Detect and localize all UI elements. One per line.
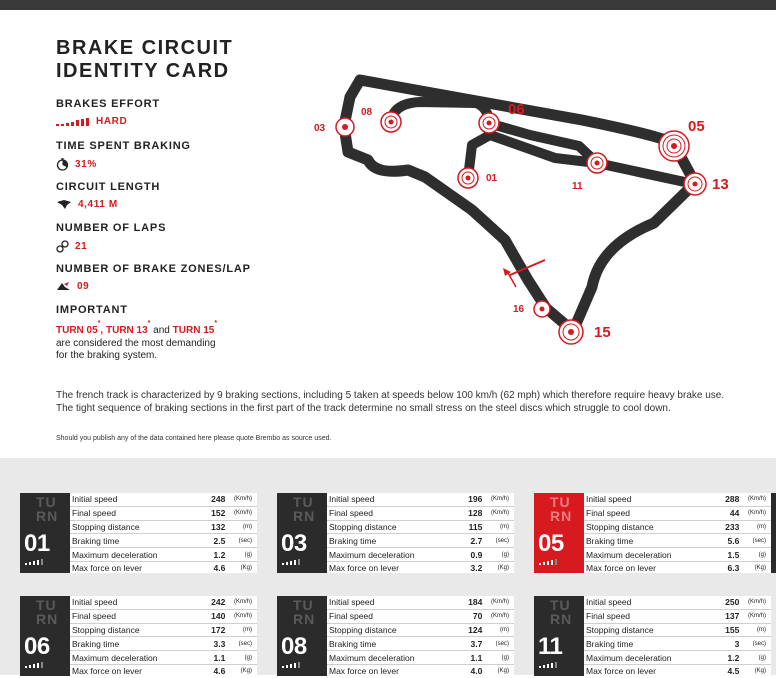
circuit-length-value: 4,411 M (78, 199, 118, 210)
stat-value: 44 (711, 506, 740, 520)
stat-value: 124 (454, 623, 483, 637)
label-11: 11 (572, 181, 583, 192)
turn-watermark: TURN (293, 597, 316, 627)
stat-row (327, 637, 514, 651)
stat-label: Maximum deceleration (327, 548, 454, 562)
stat-label: Final speed (70, 609, 197, 623)
stat-label: Max force on lever (72, 666, 142, 677)
stat-value: 140 (197, 609, 226, 623)
stat-label: Initial speed (584, 493, 711, 506)
laps-label: NUMBER OF LAPS (56, 222, 167, 234)
stat-label: Final speed (70, 506, 197, 520)
label-01: 01 (486, 173, 498, 184)
circuit-map (300, 65, 750, 365)
stat-row (327, 651, 514, 665)
stat-row (70, 623, 257, 637)
stat-row (70, 506, 257, 520)
stat-value: 3.7 (454, 637, 483, 651)
stat-value: 3 (711, 637, 740, 651)
stat-label: Braking time (584, 534, 711, 548)
stat-row (584, 493, 771, 506)
laps-loop-icon (56, 240, 69, 253)
stat-row (584, 623, 771, 637)
stat-label: Initial speed (70, 596, 197, 609)
label-15: 15 (594, 324, 611, 341)
turn-stats-table (70, 596, 257, 678)
stat-row (70, 637, 257, 651)
important-turn-a: TURN 05 (56, 325, 98, 336)
stat-unit: (sec) (739, 534, 771, 548)
stat-label: Initial speed (584, 596, 711, 609)
brake-zones-section (56, 263, 251, 292)
turn-watermark: TURN (550, 494, 573, 524)
stat-value: 2.7 (454, 534, 483, 548)
stat-row (584, 596, 771, 609)
stat-value: 155 (711, 623, 740, 637)
effort-mini-icon (282, 559, 304, 565)
important-line-2: are considered the most demanding (56, 338, 216, 349)
stat-unit: (sec) (225, 637, 257, 651)
stat-row (70, 664, 257, 677)
stat-unit: (sec) (739, 637, 771, 651)
time-braking-value: 31% (75, 159, 97, 170)
stat-unit: (Km/h) (482, 609, 514, 623)
description-2: The tight sequence of braking sections in the first part of the track determine no small stress on the steel discs which struggle to cool down. (56, 403, 671, 414)
label-05: 05 (688, 118, 705, 135)
effort-mini-icon (539, 559, 561, 565)
turn-watermark: TURN (36, 494, 59, 524)
stat-unit: (Km/h) (225, 506, 257, 520)
stat-unit: (Kg) (497, 565, 509, 572)
turn-stats-table (584, 596, 771, 678)
stat-label: Final speed (584, 506, 711, 520)
stat-value: 248 (197, 493, 226, 506)
stat-value: 1.5 (711, 548, 740, 562)
brake-zone-icon (56, 281, 71, 292)
brake-zones-label: NUMBER OF BRAKE ZONES/LAP (56, 263, 251, 275)
marker-15 (559, 320, 583, 344)
effort-mini-icon (282, 662, 304, 668)
stat-value: 196 (454, 493, 483, 506)
stat-row (70, 548, 257, 562)
turn-number: 01 (24, 530, 50, 557)
turn-number: 06 (24, 633, 50, 660)
stat-value: 250 (711, 596, 740, 609)
stat-unit: (m) (225, 520, 257, 534)
stat-label: Stopping distance (327, 623, 454, 637)
marker-11 (587, 153, 607, 173)
stat-value: 2.5 (197, 534, 226, 548)
turn-stats-table (584, 493, 771, 575)
stat-row (584, 520, 771, 534)
stat-row (327, 548, 514, 562)
label-13: 13 (712, 176, 729, 193)
marker-05 (659, 131, 689, 161)
stat-unit: (Km/h) (482, 506, 514, 520)
stat-label: Braking time (70, 637, 197, 651)
turn-badge (20, 493, 70, 573)
turn-number: 11 (538, 633, 563, 660)
label-16: 16 (513, 304, 525, 315)
turn-badge (20, 596, 70, 676)
turn-badge (277, 493, 327, 573)
time-braking-label: TIME SPENT BRAKING (56, 140, 191, 152)
title-line-1: BRAKE CIRCUIT (56, 37, 234, 59)
label-03: 03 (314, 123, 326, 134)
stat-label: Stopping distance (584, 623, 711, 637)
stat-value: 1.1 (197, 651, 226, 665)
marker-13 (684, 173, 706, 195)
stat-unit: (g) (482, 651, 514, 665)
stat-label: Initial speed (327, 493, 454, 506)
effort-mini-icon (25, 559, 47, 565)
stat-unit: (g) (482, 548, 514, 562)
stat-row (327, 506, 514, 520)
stat-row (327, 493, 514, 506)
stat-label: Initial speed (70, 493, 197, 506)
stat-value: 4.6 (213, 666, 226, 677)
stat-value: 70 (454, 609, 483, 623)
description (56, 389, 736, 415)
time-braking-section (56, 140, 191, 171)
stat-value: 128 (454, 506, 483, 520)
stat-row (584, 506, 771, 520)
important-turn-b: TURN 13 (105, 325, 148, 336)
brakes-effort-value: HARD (96, 116, 128, 127)
turn-badge (534, 596, 584, 676)
turn-card-03 (277, 493, 514, 573)
stat-label: Initial speed (327, 596, 454, 609)
stat-label: Max force on lever (329, 666, 399, 677)
description-1: The french track is characterized by 9 braking sections, including 5 taken at speeds below 100 km/h (62 mph) which therefore require heavy brake use. (56, 390, 725, 401)
effort-bars-icon (56, 118, 90, 126)
stat-label: Max force on lever (329, 563, 399, 574)
stat-label: Max force on lever (586, 666, 656, 677)
stat-row (327, 561, 514, 574)
stat-row (327, 623, 514, 637)
stat-unit: (Km/h) (739, 596, 771, 609)
turn-card-05 (534, 493, 771, 573)
stat-label: Maximum deceleration (70, 651, 197, 665)
stat-value: 172 (197, 623, 226, 637)
stat-label: Max force on lever (586, 563, 656, 574)
stat-row (70, 520, 257, 534)
turn-stats-table (70, 493, 257, 575)
stat-unit: (Kg) (497, 668, 509, 675)
stat-unit: (g) (739, 651, 771, 665)
stat-unit: (m) (225, 623, 257, 637)
stat-value: 288 (711, 493, 740, 506)
stat-label: Braking time (70, 534, 197, 548)
stat-row (584, 637, 771, 651)
stat-label: Stopping distance (70, 520, 197, 534)
circuit-length-label: CIRCUIT LENGTH (56, 181, 161, 193)
stat-row (584, 561, 771, 574)
stat-value: 137 (711, 609, 740, 623)
stat-value: 233 (711, 520, 740, 534)
label-08: 08 (361, 107, 373, 118)
turn-badge (534, 493, 584, 573)
stat-value: 3.2 (470, 563, 483, 574)
stat-unit: (Kg) (754, 668, 766, 675)
turn-card-08 (277, 596, 514, 676)
turn-number: 08 (281, 633, 307, 660)
stat-row (70, 651, 257, 665)
stat-unit: (m) (739, 623, 771, 637)
stat-label: Max force on lever (72, 563, 142, 574)
stat-unit: (Km/h) (482, 493, 514, 506)
stat-unit: (m) (739, 520, 771, 534)
stat-row (327, 520, 514, 534)
stat-unit: (Km/h) (739, 506, 771, 520)
stat-value: 1.1 (454, 651, 483, 665)
stat-row (70, 596, 257, 609)
marker-06 (479, 113, 499, 133)
stat-unit: (sec) (482, 637, 514, 651)
stat-row (584, 651, 771, 665)
turn-stats-table (327, 493, 514, 575)
stat-label: Maximum deceleration (327, 651, 454, 665)
turn-watermark: TURN (36, 597, 59, 627)
stat-unit: (Km/h) (225, 596, 257, 609)
stat-unit: (Km/h) (225, 609, 257, 623)
stat-value: 152 (197, 506, 226, 520)
stat-unit: (Kg) (754, 565, 766, 572)
stat-label: Braking time (584, 637, 711, 651)
stat-row (584, 548, 771, 562)
important-section (56, 304, 217, 362)
brakes-effort-section (56, 98, 160, 127)
stat-unit: (g) (225, 651, 257, 665)
stat-value: 3.3 (197, 637, 226, 651)
stat-row (327, 596, 514, 609)
label-06: 06 (508, 101, 525, 118)
turn-watermark: TURN (550, 597, 573, 627)
effort-mini-icon (25, 662, 47, 668)
stat-unit: (Km/h) (225, 493, 257, 506)
circuit-length-section (56, 181, 160, 210)
stat-label: Maximum deceleration (584, 548, 711, 562)
sep-a: , (100, 325, 106, 336)
turn-card-01 (20, 493, 257, 573)
stat-label: Stopping distance (70, 623, 197, 637)
stat-value: 1.2 (711, 651, 740, 665)
stat-row (584, 534, 771, 548)
top-bar (0, 0, 776, 10)
stat-value: 5.6 (711, 534, 740, 548)
stat-value: 6.3 (727, 563, 740, 574)
stat-value: 4.0 (470, 666, 483, 677)
star-b: * (147, 320, 151, 327)
stat-value: 242 (197, 596, 226, 609)
stat-unit: (m) (482, 520, 514, 534)
turn-stats-table (327, 596, 514, 678)
turn-badge (277, 596, 327, 676)
stat-label: Stopping distance (327, 520, 454, 534)
important-turn-c: TURN 15 (172, 325, 215, 336)
marker-03 (336, 118, 354, 136)
title-line-2: IDENTITY CARD (56, 60, 230, 82)
stat-label: Final speed (584, 609, 711, 623)
stat-label: Braking time (327, 534, 454, 548)
turn-number: 05 (538, 530, 564, 557)
brakes-effort-label: BRAKES EFFORT (56, 98, 160, 110)
star-a: * (97, 320, 101, 327)
laps-section (56, 222, 166, 253)
stat-label: Maximum deceleration (70, 548, 197, 562)
turn-number: 03 (281, 530, 307, 557)
stat-value: 1.2 (197, 548, 226, 562)
laps-value: 21 (75, 241, 88, 252)
stat-label: Braking time (327, 637, 454, 651)
marker-16 (534, 301, 550, 317)
turn-card-06 (20, 596, 257, 676)
marker-08 (381, 112, 401, 132)
stat-row (584, 664, 771, 677)
stat-unit: (sec) (482, 534, 514, 548)
track-outline-icon (56, 199, 72, 210)
stat-unit: (g) (739, 548, 771, 562)
stat-unit: (Km/h) (739, 609, 771, 623)
stat-unit: (Km/h) (482, 596, 514, 609)
important-label: IMPORTANT (56, 304, 128, 316)
stat-value: 4.5 (727, 666, 740, 677)
stat-label: Final speed (327, 506, 454, 520)
stat-label: Final speed (327, 609, 454, 623)
stat-unit: (sec) (225, 534, 257, 548)
and-text: and (150, 325, 173, 336)
stat-label: Stopping distance (584, 520, 711, 534)
marker-01 (458, 168, 478, 188)
effort-mini-icon (539, 662, 561, 668)
stat-unit: (Km/h) (739, 493, 771, 506)
stat-unit: (g) (225, 548, 257, 562)
stat-value: 184 (454, 596, 483, 609)
stat-unit: (Kg) (240, 565, 252, 572)
important-line-3: for the braking system. (56, 350, 158, 361)
stat-label: Maximum deceleration (584, 651, 711, 665)
stopwatch-icon (56, 158, 69, 171)
stat-row (70, 561, 257, 574)
brake-zones-value: 09 (77, 281, 90, 292)
stat-unit: (Kg) (240, 668, 252, 675)
stat-unit: (m) (482, 623, 514, 637)
stat-value: 115 (454, 520, 483, 534)
stat-row (327, 534, 514, 548)
stat-row (70, 609, 257, 623)
stat-row (584, 609, 771, 623)
stat-value: 132 (197, 520, 226, 534)
stat-row (70, 534, 257, 548)
star-c: * (214, 320, 218, 327)
turn-card-11 (534, 596, 771, 676)
stat-value: 4.6 (213, 563, 226, 574)
stat-row (70, 493, 257, 506)
stat-value: 0.9 (454, 548, 483, 562)
turn-watermark: TURN (293, 494, 316, 524)
stat-row (327, 609, 514, 623)
stat-row (327, 664, 514, 677)
source-note: Should you publish any of the data contained here please quote Brembo as source used. (56, 435, 332, 442)
